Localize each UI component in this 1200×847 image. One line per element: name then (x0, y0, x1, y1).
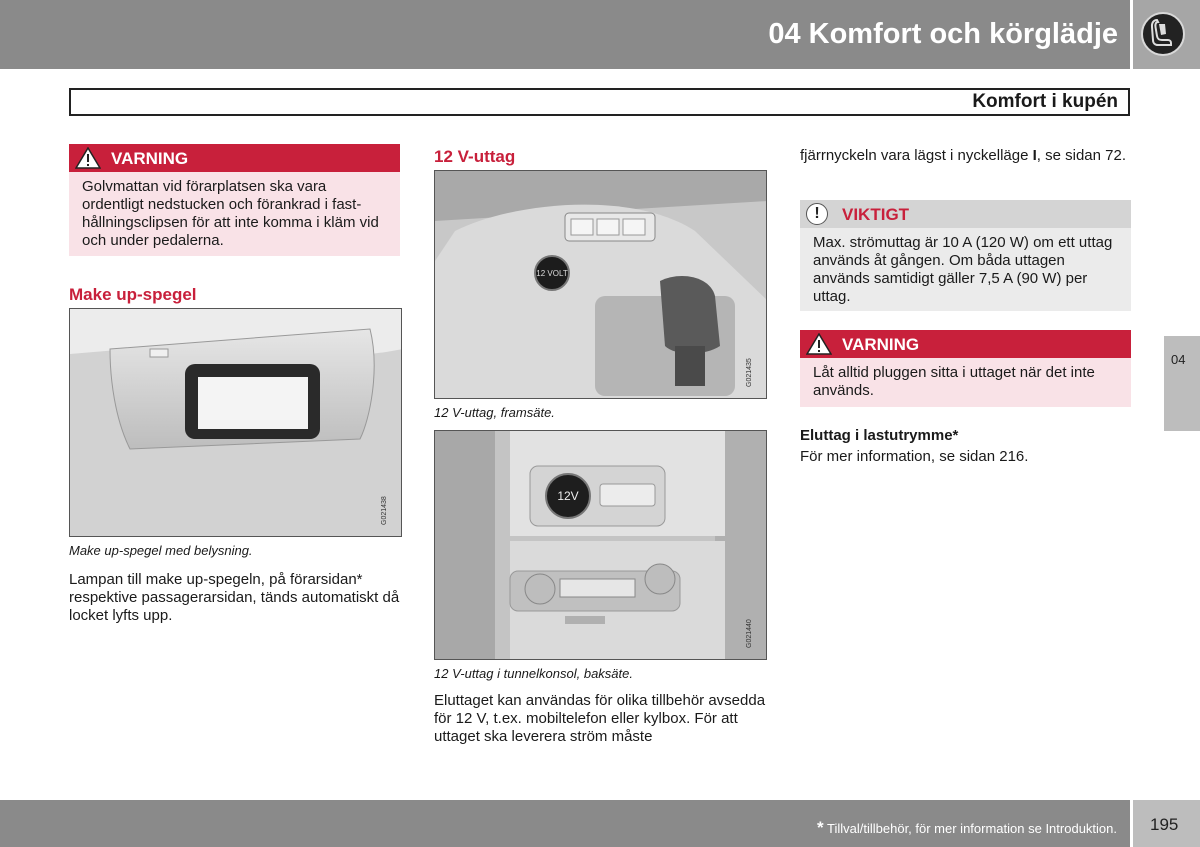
exclamation-icon: ! (806, 203, 828, 225)
front-socket-caption: 12 V-uttag, framsäte. (434, 405, 555, 420)
front-12v-socket-image (434, 170, 767, 399)
socket-label: 12 VOLT (536, 269, 568, 278)
seat-icon (1141, 12, 1185, 56)
makeup-mirror-caption: Make up-spegel med belysning. (69, 543, 253, 558)
key-position-value: I (1032, 147, 1037, 164)
image-code: G021438 (381, 496, 388, 525)
12v-socket-paragraph: Eluttaget kan användas för olika tillbehör avsedda för 12 V, t.ex. mobiltelefon eller kylbox. För att uttaget ska leverera ström måste (434, 692, 766, 745)
makeup-mirror-paragraph: Lampan till make up-spegeln, på förarsidan* respektive passagerarsidan, tänds automatiskt då locket lyfts upp. (69, 571, 400, 624)
cargo-socket-text: För mer information, se sidan 216. (800, 448, 1029, 465)
chapter-title: 04 Komfort och körglädje (768, 18, 1118, 50)
12v-socket-heading: 12 V-uttag (434, 147, 516, 166)
warning-label: VARNING (111, 149, 189, 168)
cargo-socket-heading: Eluttag i lastutrymme* (800, 427, 959, 444)
image-code: G021440 (746, 619, 753, 648)
chapter-side-tab-label: 04 (1171, 352, 1186, 367)
footer-note-text: Tillval/tillbehör, för mer information se Introduktion. (827, 821, 1117, 836)
warning-triangle-icon (806, 333, 832, 355)
key-position-text-end: , se sidan 72. (1036, 147, 1127, 164)
image-code: G021435 (746, 358, 753, 387)
section-rule-box (69, 88, 1130, 116)
makeup-mirror-heading: Make up-spegel (69, 285, 197, 304)
rear-socket-caption: 12 V-uttag i tunnelkonsol, baksäte. (434, 666, 633, 681)
page-number: 195 (1150, 815, 1179, 834)
socket-label: 12V (557, 489, 579, 503)
rear-12v-socket-image (434, 430, 767, 660)
warning-header (800, 330, 1131, 358)
warning-label: VARNING (842, 335, 920, 354)
warning-body: Golvmattan vid förarplatsen ska vara ordentligt nedstucken och förankrad i fasthållningsclipsen för att inte komma i kläm vid och under pedalerna. (69, 172, 400, 256)
section-title: Komfort i kupén (972, 91, 1118, 112)
warning-body: Låt alltid pluggen sitta i uttaget när det inte används. (800, 358, 1131, 407)
important-body: Max. strömuttag är 10 A (120 W) om ett uttag används åt gången. Om båda uttagen används samtidigt gäller 7,5 A (90 W) per uttag. (800, 228, 1131, 311)
important-label: VIKTIGT (842, 205, 910, 224)
chapter-side-tab (1164, 336, 1200, 431)
footer-note (817, 818, 1117, 838)
warning-triangle-icon (75, 147, 101, 169)
footer-asterisk: * (817, 818, 824, 837)
warning-header (69, 144, 400, 172)
important-header (800, 200, 1131, 228)
makeup-mirror-image (69, 308, 402, 537)
key-position-text-start: fjärrnyckeln vara lägst i nyckelläge (800, 147, 1029, 164)
key-position-paragraph (800, 147, 1130, 165)
